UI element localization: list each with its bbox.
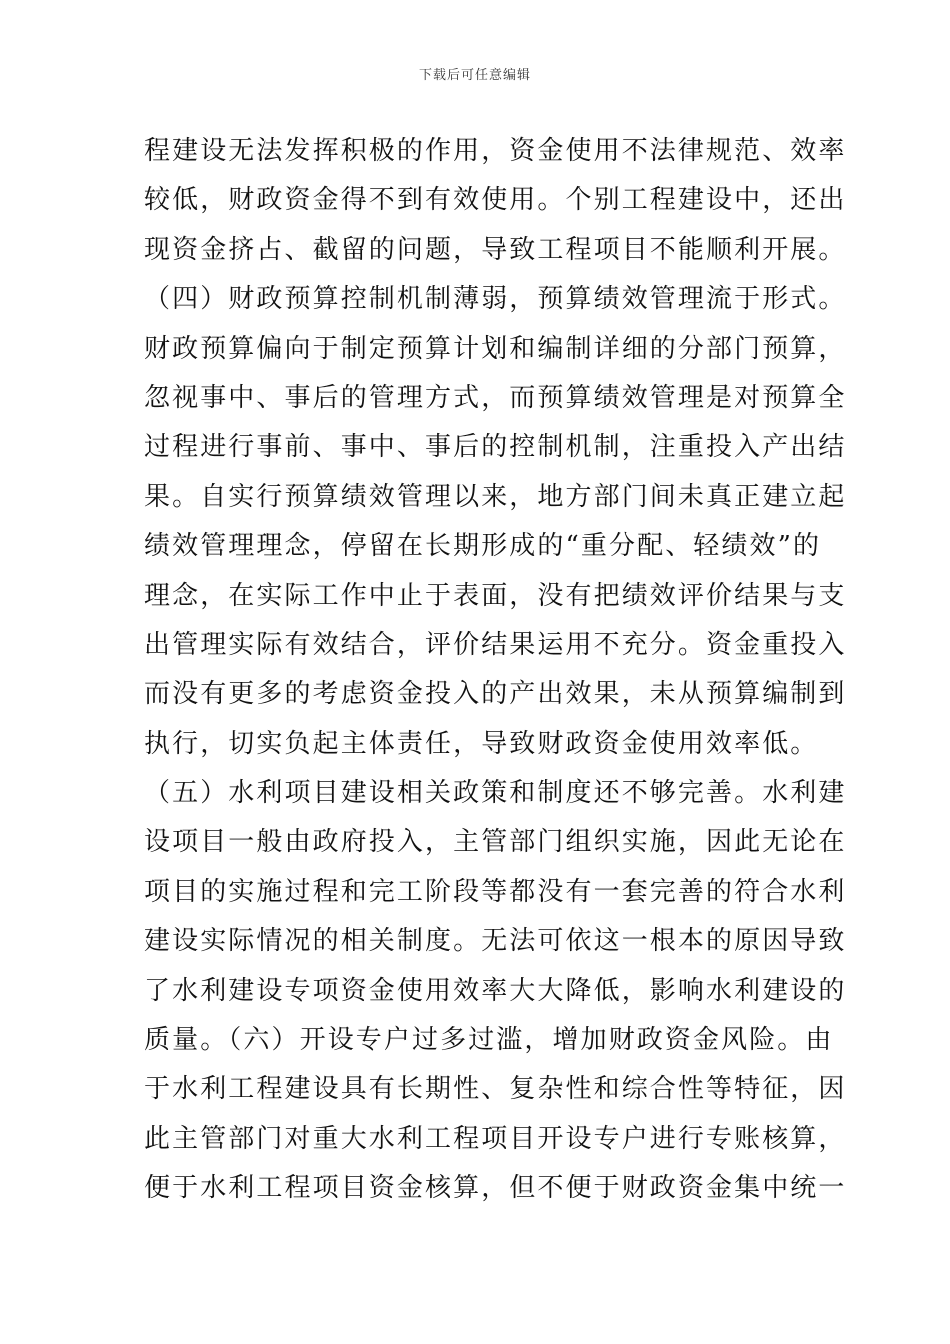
text-line: 执行，切实负起主体责任，导致财政资金使用效率低。 xyxy=(144,728,819,759)
text-line: 出管理实际有效结合，评价结果运用不充分。资金重投入 xyxy=(144,629,847,660)
text-line: 绩效管理理念，停留在长期形成的“重分配、轻绩效”的 xyxy=(144,531,822,562)
text-line: 设项目一般由政府投入，主管部门组织实施，因此无论在 xyxy=(144,827,847,858)
text-line: （四）财政预算控制机制薄弱，预算绩效管理流于形式。 xyxy=(144,284,847,315)
text-line: 理念，在实际工作中止于表面，没有把绩效评价结果与支 xyxy=(144,580,847,611)
text-line: 忽视事中、事后的管理方式，而预算绩效管理是对预算全 xyxy=(144,382,847,413)
text-line: 过程进行事前、事中、事后的控制机制，注重投入产出结 xyxy=(144,432,847,463)
text-line: 较低，财政资金得不到有效使用。个别工程建设中，还出 xyxy=(144,185,847,216)
text-line: 质量。（六）开设专户过多过滥，增加财政资金风险。由 xyxy=(144,1025,834,1056)
text-line: 财政预算偏向于制定预算计划和编制详细的分部门预算， xyxy=(144,333,847,364)
text-line: 此主管部门对重大水利工程项目开设专户进行专账核算， xyxy=(144,1123,847,1154)
document-body xyxy=(144,127,847,1214)
text-line: 了水利建设专项资金使用效率大大降低，影响水利建设的 xyxy=(144,975,847,1006)
page-header: 下载后可任意编辑 xyxy=(418,68,531,83)
text-line: 建设实际情况的相关制度。无法可依这一根本的原因导致 xyxy=(144,926,847,957)
text-line: 程建设无法发挥积极的作用，资金使用不法律规范、效率 xyxy=(144,136,847,166)
text-line: 于水利工程建设具有长期性、复杂性和综合性等特征，因 xyxy=(144,1074,847,1105)
text-line: 果。自实行预算绩效管理以来，地方部门间未真正建立起 xyxy=(144,481,847,512)
text-line: （五）水利项目建设相关政策和制度还不够完善。水利建 xyxy=(144,778,847,809)
text-line: 便于水利工程项目资金核算，但不便于财政资金集中统一 xyxy=(144,1173,847,1204)
text-line: 现资金挤占、截留的问题，导致工程项目不能顺利开展。 xyxy=(144,234,847,265)
text-line: 项目的实施过程和完工阶段等都没有一套完善的符合水利 xyxy=(144,876,847,907)
text-line: 而没有更多的考虑资金投入的产出效果，未从预算编制到 xyxy=(144,679,847,710)
